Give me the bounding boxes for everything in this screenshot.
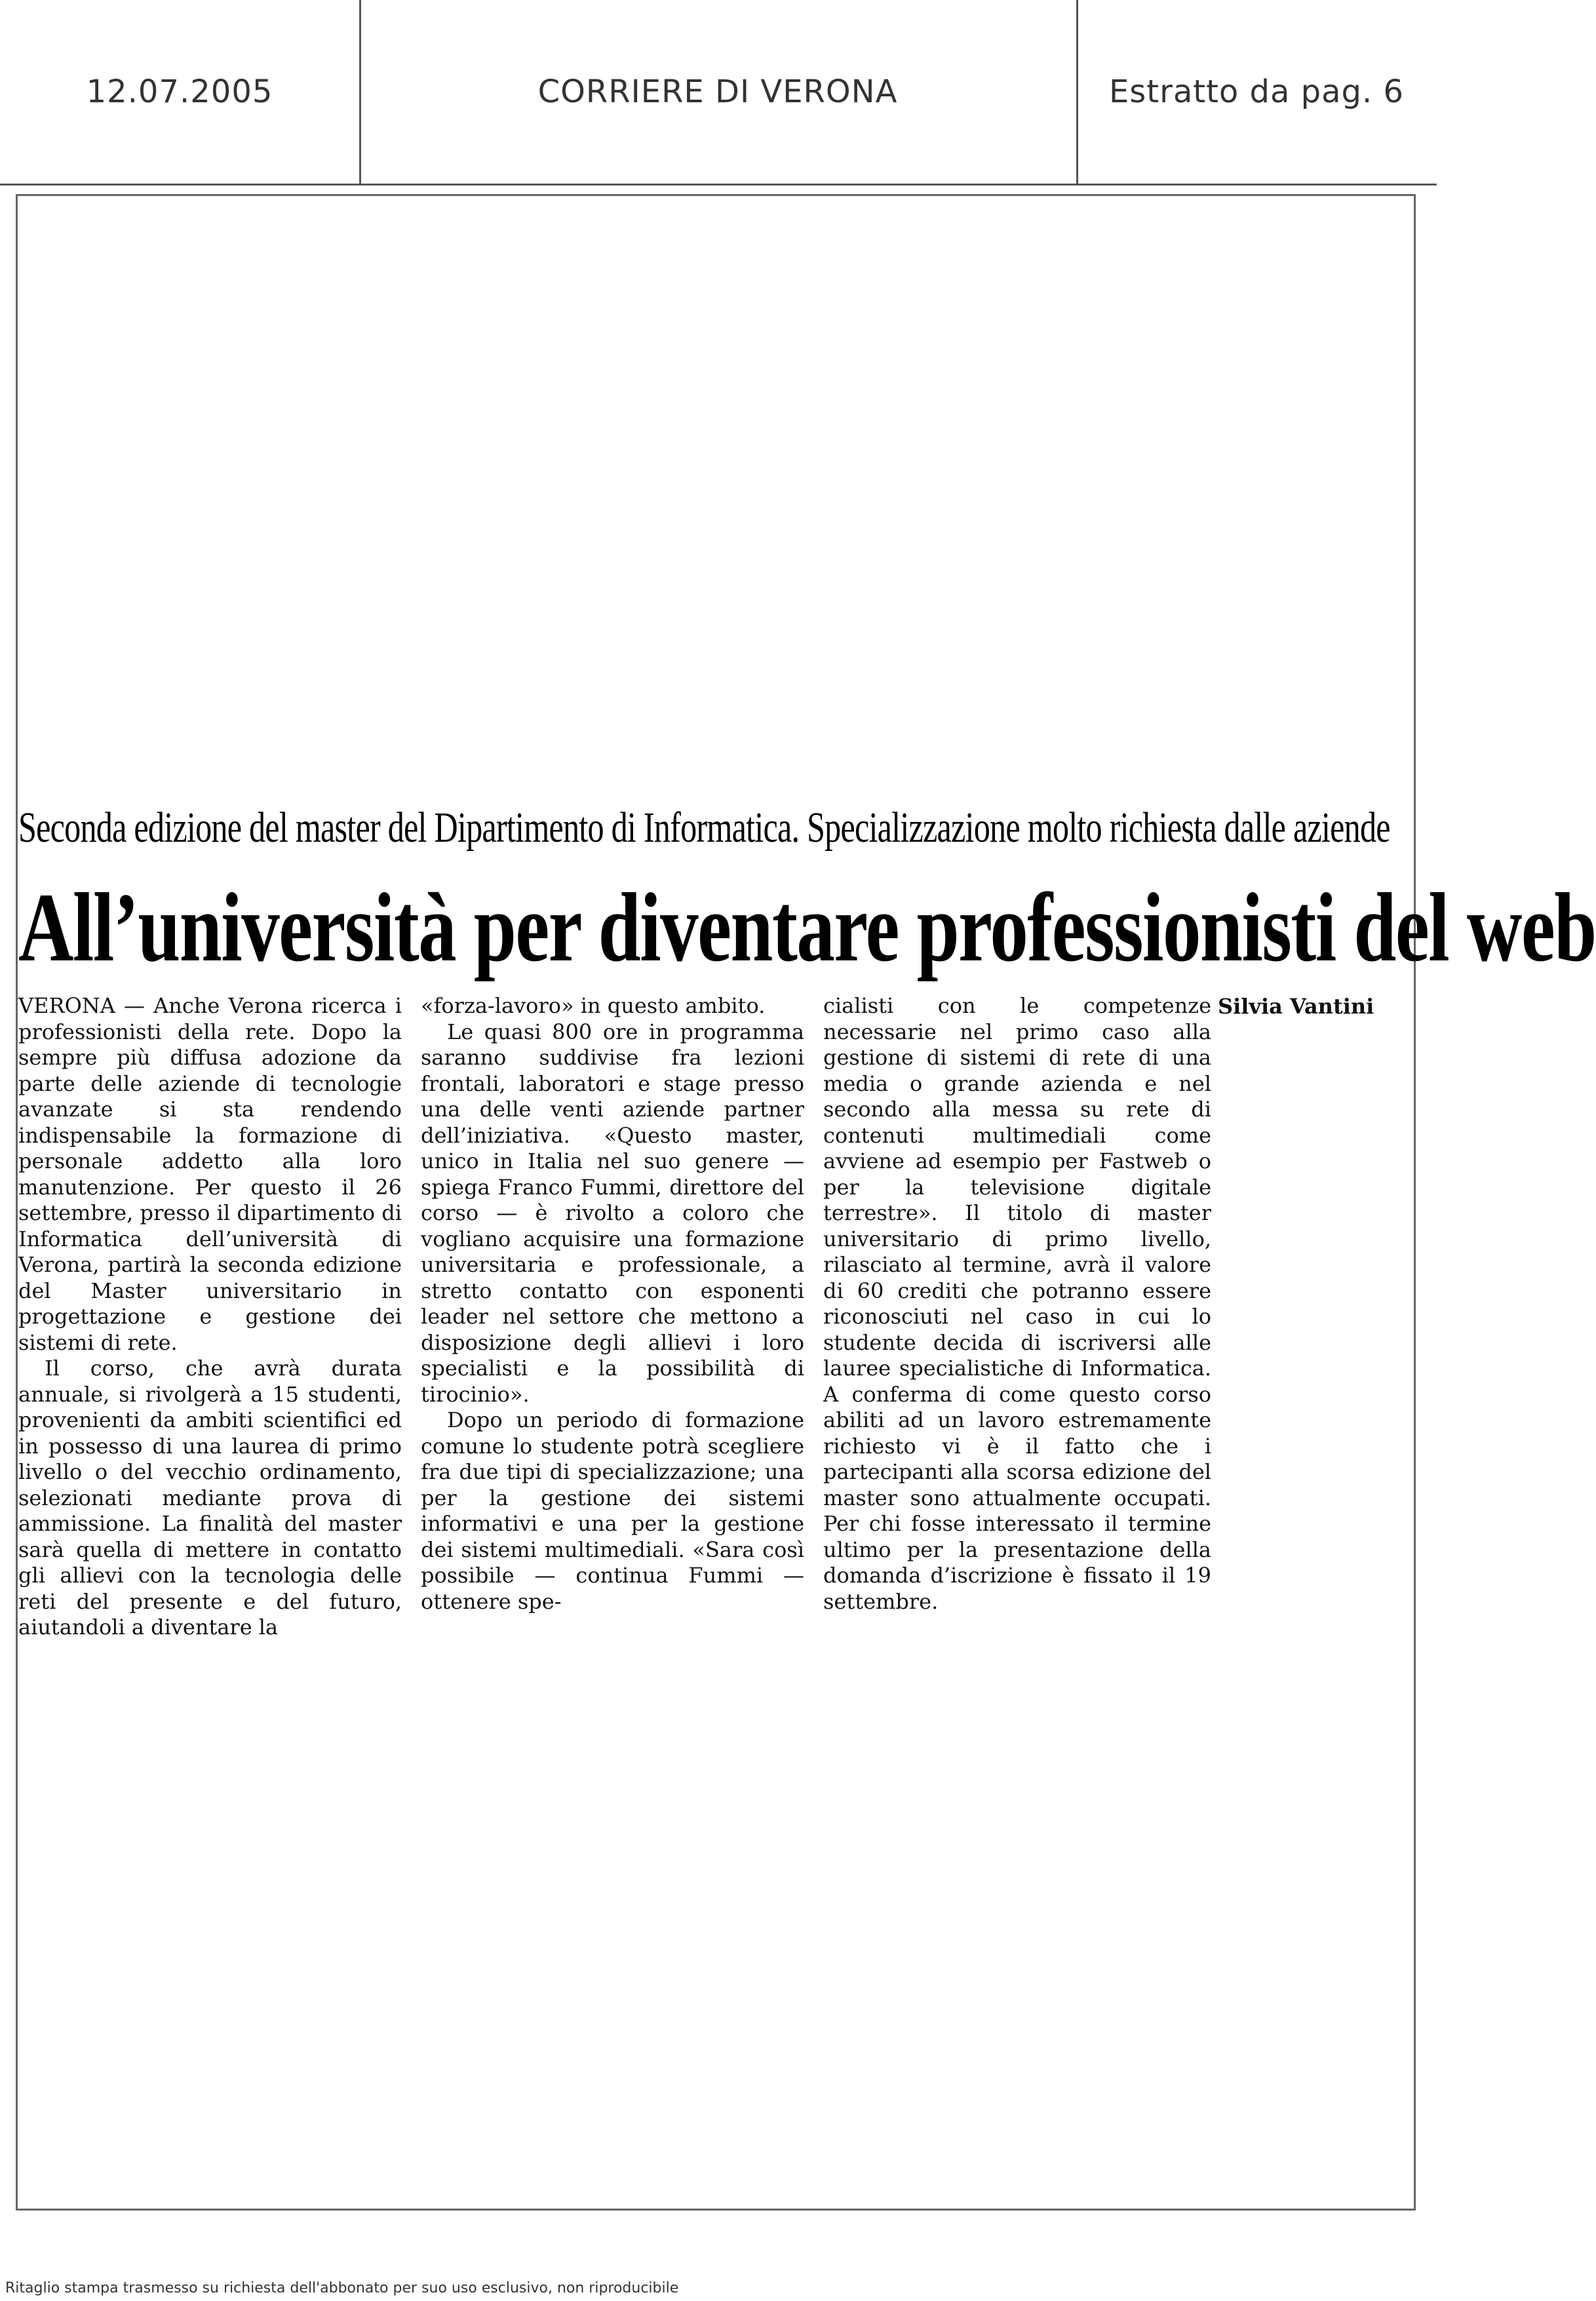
- article-column-1: [18, 993, 402, 1641]
- article-byline: Silvia Vantini: [1218, 994, 1374, 1019]
- article-paragraph: Dopo un periodo di formazione comune lo studente potrà scegliere fra due tipi di specializzazione; una per la gestione dei sistemi informativi e una per la gestione dei sistemi multimediali. «Sara così possibile — continua Fummi — ottenere spe-: [421, 1407, 804, 1614]
- publication-name: CORRIERE DI VERONA: [359, 0, 1078, 184]
- article-paragraph: Il corso, che avrà durata annuale, si rivolgerà a 15 studenti, provenienti da ambiti scientifici ed in possesso di una laurea di primo livello o del vecchio ordinamento, selezionati mediante prova di ammissione. La finalità del master sarà quella di mettere in contatto gli allievi con la tecnologia delle reti del presente e del futuro, aiutandoli a diventare la: [18, 1356, 402, 1640]
- article-paragraph: VERONA — Anche Verona ricerca i professionisti della rete. Dopo la sempre più diffusa adozione da parte delle aziende di tecnologie avanzate si sta rendendo indispensabile la formazione di personale addetto alla loro manutenzione. Per questo il 26 settembre, presso il dipartimento di Informatica dell’università di Verona, partirà la seconda edizione del Master universitario in progettazione e gestione dei sistemi di rete.: [18, 993, 402, 1355]
- press-clipping-header: [0, 0, 1437, 186]
- article-column-3: [823, 993, 1211, 1615]
- article-paragraph: «forza-lavoro» in questo ambito.: [421, 993, 766, 1018]
- clipping-date: 12.07.2005: [0, 0, 361, 184]
- page-reference: Estratto da pag. 6: [1108, 73, 1405, 110]
- article-headline: All’università per diventare professionisti del web: [18, 873, 1596, 982]
- article-paragraph: Le quasi 800 ore in programma saranno suddivise fra lezioni frontali, laboratori e stage presso una delle venti aziende partner dell’iniziativa. «Questo master, unico in Italia nel suo genere — spiega Franco Fummi, direttore del corso — è rivolto a coloro che vogliano acquisire una formazione universitaria e professionale, a stretto contatto con esponenti leader nel settore che mettono a disposizione degli allievi i loro specialisti e la possibilità di tirocinio».: [421, 1019, 804, 1407]
- article-kicker: Seconda edizione del master del Dipartimento di Informatica. Specializzazione molto richiesta dalle aziende: [18, 804, 1390, 852]
- article-column-2: [421, 993, 804, 1615]
- reproduction-notice: Ritaglio stampa trasmesso su richiesta dell'abbonato per suo uso esclusivo, non riproducibile: [5, 2280, 679, 2296]
- article-paragraph: cialisti con le competenze necessarie nel primo caso alla gestione di sistemi di rete di una media o grande azienda e nel secondo alla messa su rete di contenuti multimediali come avviene ad esempio per Fastweb o per la televisione digitale terrestre». Il titolo di master universitario di primo livello, rilasciato al termine, avrà il valore di 60 crediti che potranno essere riconosciuti nel caso in cui lo studente decida di iscriversi alle lauree specialistiche di Informatica. A conferma di come questo corso abiliti ad un lavoro estremamente richiesto vi è il fatto che i partecipanti alla scorsa edizione del master sono attualmente occupati. Per chi fosse interessato il termine ultimo per la presentazione della domanda d’iscrizione è fissato il 19 settembre.: [823, 993, 1211, 1614]
